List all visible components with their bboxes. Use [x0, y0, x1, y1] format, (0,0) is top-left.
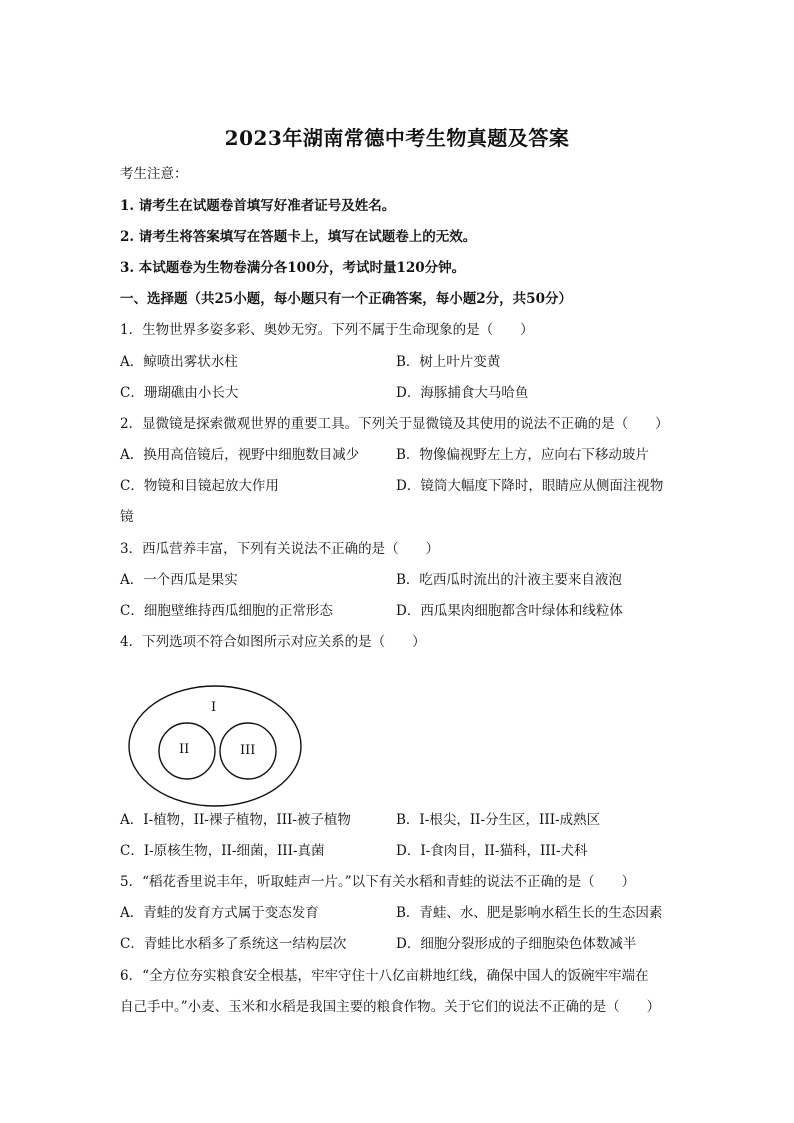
- left-label: II: [179, 742, 190, 757]
- question-5-stem: 5．“稻花香里说丰年，听取蛙声一片。”以下有关水稻和青蛙的说法不正确的是（ ）: [120, 874, 636, 890]
- notice-heading: 考生注意：: [120, 166, 188, 182]
- question-4-option-c: C．I-原核生物，II-细菌，III-真菌: [120, 843, 325, 859]
- question-2-option-b: B．物像偏视野左上方，应向右下移动玻片: [396, 447, 649, 463]
- question-5-option-d: D．细胞分裂形成的子细胞染色体数减半: [396, 936, 637, 952]
- page-title: 2023年湖南常德中考生物真题及答案: [224, 126, 570, 150]
- question-2-stem: 2．显微镜是探索微观世界的重要工具。下列关于显微镜及其使用的说法不正确的是（ ）: [120, 416, 669, 432]
- notice-item-3: 3. 本试题卷为生物卷满分各100分，考试时量120分钟。: [120, 260, 466, 276]
- question-3-stem: 3．西瓜营养丰富，下列有关说法不正确的是（ ）: [120, 541, 440, 557]
- question-3-option-c: C．细胞壁维持西瓜细胞的正常形态: [120, 603, 333, 619]
- venn-diagram: [126, 682, 304, 810]
- question-4-stem: 4．下列选项不符合如图所示对应关系的是（ ）: [120, 634, 426, 650]
- section-heading: 一、选择题（共25小题，每小题只有一个正确答案，每小题2分，共50分）: [120, 291, 572, 307]
- question-2-option-d-continuation: 镜: [120, 509, 134, 525]
- outer-label: I: [211, 700, 217, 715]
- question-4-option-a: A．I-植物，II-裸子植物，III-被子植物: [120, 812, 351, 828]
- question-3-option-b: B．吃西瓜时流出的汁液主要来自液泡: [396, 572, 622, 588]
- question-4-option-b: B．I-根尖，II-分生区，III-成熟区: [396, 812, 601, 828]
- question-4-option-d: D．I-食肉目，II-猫科，III-犬科: [396, 843, 588, 859]
- notice-item-2: 2. 请考生将答案填写在答题卡上，填写在试题卷上的无效。: [120, 229, 477, 245]
- question-5-option-b: B．青蛙、水、肥是影响水稻生长的生态因素: [396, 905, 663, 921]
- notice-item-1: 1. 请考生在试题卷首填写好准者证号及姓名。: [120, 198, 396, 214]
- question-3-option-a: A．一个西瓜是果实: [120, 572, 238, 588]
- right-label: III: [240, 743, 256, 758]
- question-2-option-c: C．物镜和目镜起放大作用: [120, 478, 279, 494]
- question-6-stem-line-1: 6．“全方位夯实粮食安全根基，牢牢守住十八亿亩耕地红线，确保中国人的饭碗牢牢端在: [120, 968, 649, 984]
- question-2-option-d: D．镜筒大幅度下降时，眼睛应从侧面注视物: [396, 478, 664, 494]
- question-1-option-c: C．珊瑚礁由小长大: [120, 385, 239, 401]
- question-1-option-a: A．鲸喷出雾状水柱: [120, 354, 238, 370]
- question-3-option-d: D．西瓜果肉细胞都含叶绿体和线粒体: [396, 603, 623, 619]
- question-5-option-a: A．青蛙的发育方式属于变态发育: [120, 905, 319, 921]
- question-1-stem: 1．生物世界多姿多彩、奥妙无穷。下列不属于生命现象的是（ ）: [120, 322, 534, 338]
- question-1-option-d: D．海豚捕食大马哈鱼: [396, 385, 529, 401]
- question-5-option-c: C．青蛙比水稻多了系统这一结构层次: [120, 936, 347, 952]
- question-6-stem-line-2: 自己手中。”小麦、玉米和水稻是我国主要的粮食作物。关于它们的说法不正确的是（ ）: [120, 999, 661, 1015]
- question-1-option-b: B．树上叶片变黄: [396, 354, 501, 370]
- question-2-option-a: A．换用高倍镜后，视野中细胞数目减少: [120, 447, 360, 463]
